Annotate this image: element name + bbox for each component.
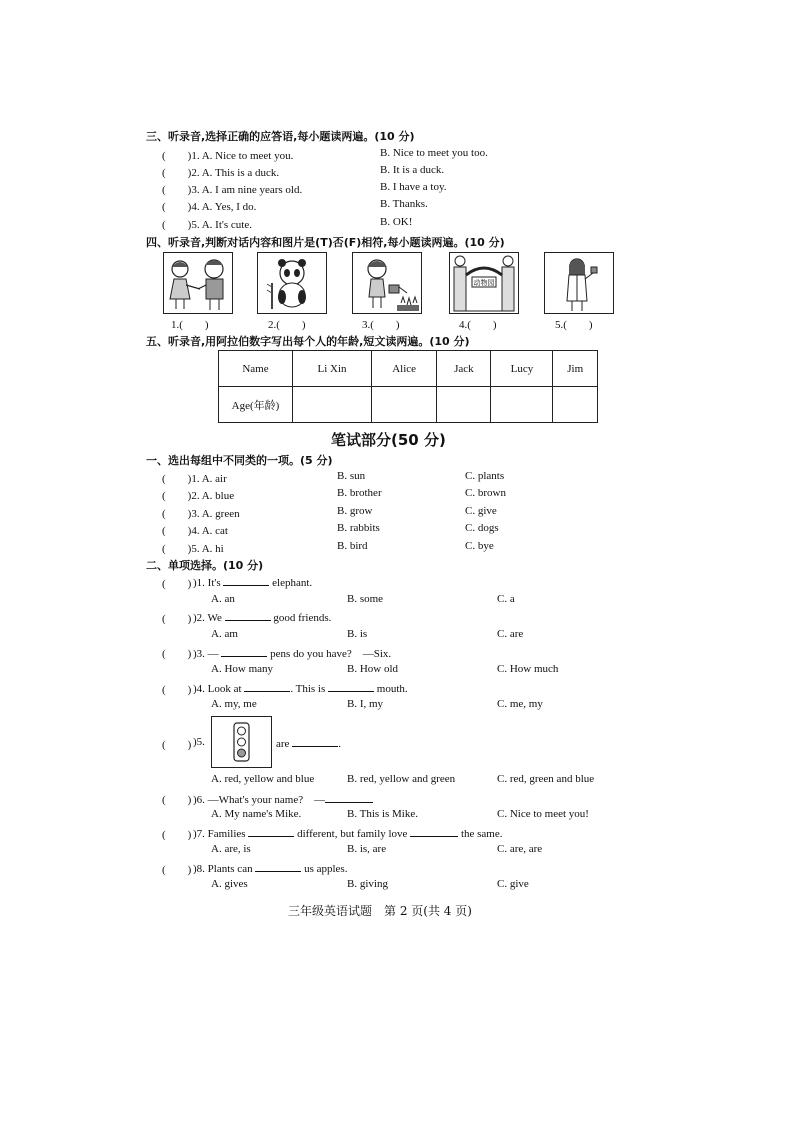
s3-q2: ( )2. A. This is a duck.: [162, 167, 280, 179]
s3-q4-b: B. Thanks.: [380, 198, 428, 210]
pic-label-5: 5.( ): [555, 319, 593, 331]
s3-q4: ( )4. A. Yes, I do.: [162, 201, 257, 213]
w1-q5-c: C. bye: [465, 540, 494, 552]
w2-q2-a: A. am: [211, 628, 238, 640]
w2-q2-b: B. is: [347, 628, 368, 640]
written-1-title: 一、选出每组中不同类的一项。(5 分): [146, 454, 333, 467]
w2-q8-paren: ( ): [162, 864, 192, 876]
w2-q7-paren: ( ): [162, 829, 192, 841]
w1-q2-c: C. brown: [465, 487, 506, 499]
w2-q5-b: B. red, yellow and green: [347, 773, 456, 785]
w1-q1-c: C. plants: [465, 470, 505, 482]
header-jim: Jim: [553, 351, 598, 387]
w2-q2-c: C. are: [497, 628, 524, 640]
w2-q1-paren: ( ): [162, 578, 192, 590]
picture-4-zoo-gate: [449, 252, 519, 314]
w2-q4-a: A. my, me: [211, 698, 257, 710]
w2-q8-c: C. give: [497, 878, 529, 890]
w2-q5-paren: ( ): [162, 739, 192, 751]
header-name: Name: [219, 351, 293, 387]
w2-q8-b: B. giving: [347, 878, 388, 890]
w1-q3-b: B. grow: [337, 505, 373, 517]
header-li-xin: Li Xin: [293, 351, 372, 387]
header-jack: Jack: [437, 351, 491, 387]
w2-q5-c: C. red, green and blue: [497, 773, 595, 785]
w2-q2-paren: ( ): [162, 613, 192, 625]
age-cell-lucy[interactable]: [491, 387, 553, 423]
w2-q1-c: C. a: [497, 593, 515, 605]
written-part-title: 笔试部分(50 分): [331, 431, 446, 449]
traffic-light-picture: [211, 716, 272, 768]
w2-q3-a: A. How many: [211, 663, 274, 675]
w2-q5-stem: are .: [276, 738, 341, 750]
w2-q1-blank[interactable]: [223, 575, 269, 586]
w1-q1: ( )1. A. air: [162, 473, 227, 485]
w2-q8-a: A. gives: [211, 878, 248, 890]
w2-q4-b: B. I, my: [347, 698, 384, 710]
page-footer: 三年级英语试题 第 2 页(共 4 页): [288, 904, 472, 918]
s3-q5-b: B. OK!: [380, 216, 413, 228]
w2-q5-a: A. red, yellow and blue: [211, 773, 315, 785]
header-lucy: Lucy: [491, 351, 553, 387]
pic-label-4: 4.( ): [459, 319, 497, 331]
w1-q5: ( )5. A. hi: [162, 543, 224, 555]
row-label-age: Age(年龄): [219, 387, 293, 423]
written-2-title: 二、单项选择。(10 分): [146, 559, 264, 572]
age-cell-jim[interactable]: [553, 387, 598, 423]
header-alice: Alice: [372, 351, 437, 387]
section-4-title: 四、听录音,判断对话内容和图片是(T)否(F)相符,每小题读两遍。(10 分): [146, 236, 505, 249]
picture-1-friends: [163, 252, 233, 314]
w2-q5-blank[interactable]: [292, 736, 338, 747]
w2-q1-stem: )1. It's elephant.: [193, 577, 313, 589]
s3-q1-b: B. Nice to meet you too.: [380, 147, 488, 159]
picture-3-girl-watering: [352, 252, 422, 314]
w1-q3-c: C. give: [465, 505, 497, 517]
w2-q7-blank-2[interactable]: [410, 826, 458, 837]
section-5-title: 五、听录音,用阿拉伯数字写出每个人的年龄,短文读两遍。(10 分): [146, 335, 470, 348]
w2-q1-b: B. some: [347, 593, 384, 605]
w1-q4: ( )4. A. cat: [162, 525, 228, 537]
pic-label-2: 2.( ): [268, 319, 306, 331]
w2-q4-paren: ( ): [162, 684, 192, 696]
w2-q3-b: B. How old: [347, 663, 399, 675]
w2-q8-blank[interactable]: [255, 861, 301, 872]
s3-q5: ( )5. A. It's cute.: [162, 219, 252, 231]
pic-label-3: 3.( ): [362, 319, 400, 331]
w1-q3: ( )3. A. green: [162, 508, 240, 520]
w1-q4-b: B. rabbits: [337, 522, 380, 534]
w2-q7-c: C. are, are: [497, 843, 543, 855]
w2-q2-blank[interactable]: [225, 610, 271, 621]
w2-q7-b: B. is, are: [347, 843, 387, 855]
section-3-title: 三、听录音,选择正确的应答语,每小题读两遍。(10 分): [146, 130, 415, 143]
w2-q6-c: C. Nice to meet you!: [497, 808, 589, 820]
w1-q4-c: C. dogs: [465, 522, 499, 534]
age-cell-li-xin[interactable]: [293, 387, 372, 423]
w2-q4-blank-1[interactable]: [244, 681, 290, 692]
w1-q1-b: B. sun: [337, 470, 366, 482]
s3-q3-b: B. I have a toy.: [380, 181, 447, 193]
s3-q3: ( )3. A. I am nine years old.: [162, 184, 303, 196]
w2-q7-a: A. are, is: [211, 843, 251, 855]
age-cell-alice[interactable]: [372, 387, 437, 423]
picture-5-doctor: [544, 252, 614, 314]
w2-q4-c: C. me, my: [497, 698, 543, 710]
pic-label-1: 1.( ): [171, 319, 209, 331]
w2-q7-stem: )7. Families different, but family love the same.: [193, 828, 503, 840]
w2-q4-blank-2[interactable]: [328, 681, 374, 692]
w2-q1-a: A. an: [211, 593, 235, 605]
w2-q6-b: B. This is Mike.: [347, 808, 419, 820]
w2-q6-blank[interactable]: [325, 792, 373, 803]
w2-q3-c: C. How much: [497, 663, 559, 675]
w2-q6-a: A. My name's Mike.: [211, 808, 302, 820]
w2-q2-stem: )2. We good friends.: [193, 612, 332, 624]
picture-2-panda: [257, 252, 327, 314]
w1-q5-b: B. bird: [337, 540, 368, 552]
w1-q2-b: B. brother: [337, 487, 382, 499]
w2-q3-stem: )3. — pens do you have? —Six.: [193, 648, 392, 660]
w2-q4-stem: )4. Look at . This is mouth.: [193, 683, 408, 695]
s3-q1: ( )1. A. Nice to meet you.: [162, 150, 294, 162]
w2-q3-blank[interactable]: [221, 646, 267, 657]
w2-q5-number: )5.: [193, 736, 205, 748]
w2-q8-stem: )8. Plants can us apples.: [193, 863, 348, 875]
w2-q7-blank-1[interactable]: [248, 826, 294, 837]
w2-q3-paren: ( ): [162, 648, 192, 660]
w2-q6-stem: )6. —What's your name? —: [193, 791, 373, 807]
age-cell-jack[interactable]: [437, 387, 491, 423]
age-table: [218, 350, 598, 423]
w1-q2: ( )2. A. blue: [162, 490, 235, 502]
zoo-sign-text: 动物园: [473, 279, 495, 287]
w2-q6-paren: ( ): [162, 794, 192, 806]
s3-q2-b: B. It is a duck.: [380, 164, 445, 176]
